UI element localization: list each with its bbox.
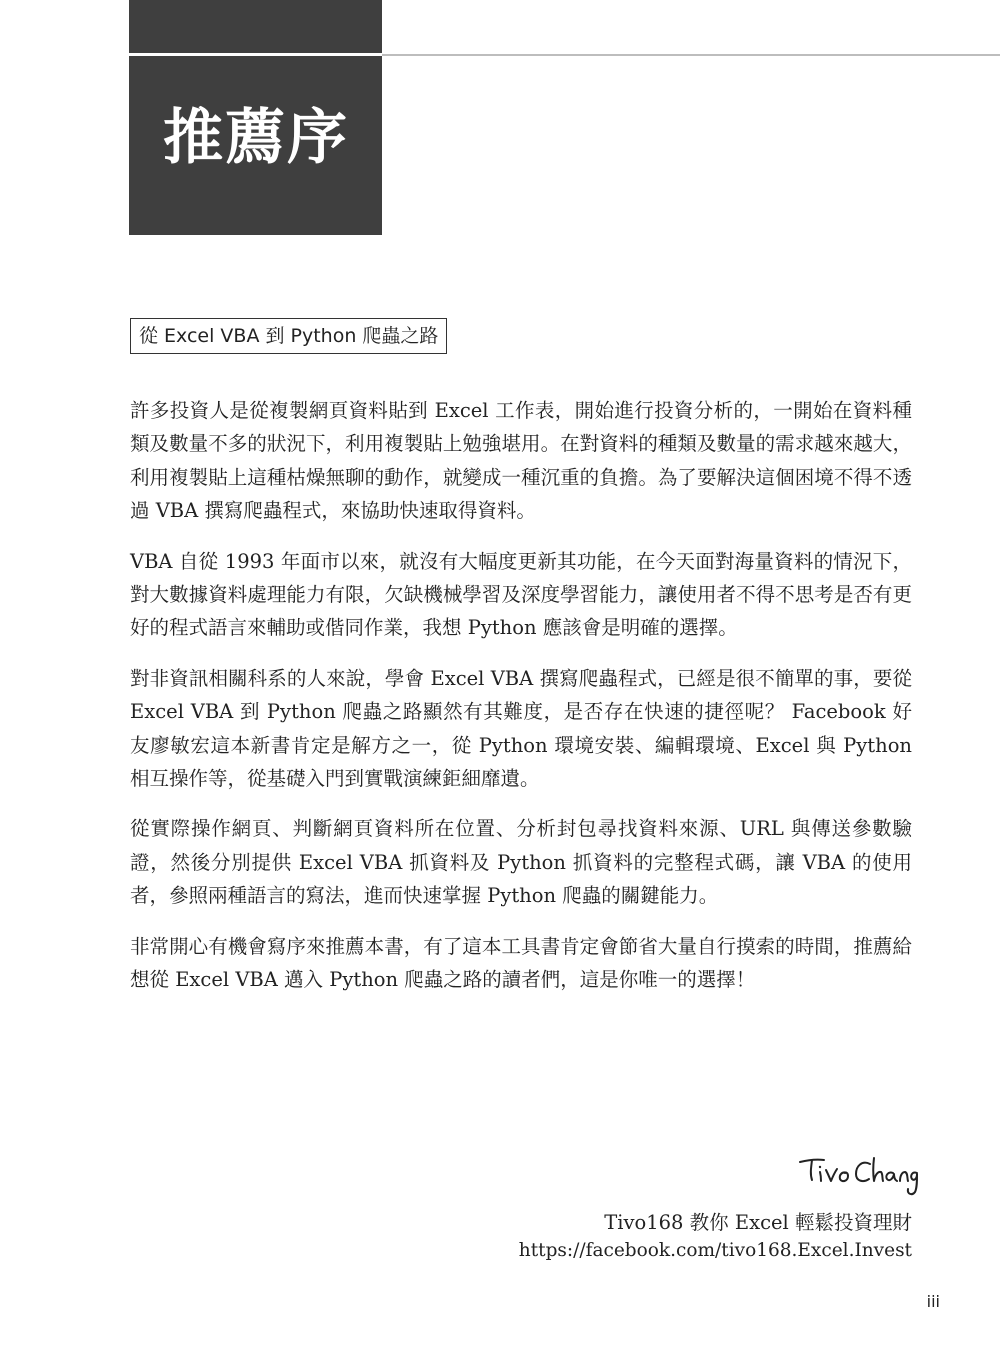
header-rule (382, 54, 1000, 56)
paragraph: 非常開心有機會寫序來推薦本書，有了這本工具書肯定會節省大量自行摸索的時間，推薦給想從 Excel VBA 邁入 Python 爬蟲之路的讀者們，這是你唯一的選擇！ (130, 934, 912, 992)
handwritten-signature (790, 1148, 920, 1198)
author-url: https://facebook.com/tivo168.Excel.Invest (518, 1240, 912, 1261)
chapter-title-block (129, 0, 382, 235)
paragraph: 對非資訊相關科系的人來說，學會 Excel VBA 撰寫爬蟲程式，已經是很不簡單的事，要從 Excel VBA 到 Python 爬蟲之路顯然有其難度，是否存在快速的捷徑呢？ Facebook 好友廖敏宏這本新書肯定是解方之一，從 Python 環境安裝、編輯環境、Excel 與 Python 相互操作等，從基礎入門到實戰演練鉅細靡遺。 (130, 666, 912, 791)
paragraph: 許多投資人是從複製網頁資料貼到 Excel 工作表，開始進行投資分析的，一開始在資料種類及數量不多的狀況下，利用複製貼上勉強堪用。在對資料的種類及數量的需求越來越大，利用複製貼上這種枯燥無聊的動作，就變成一種沉重的負擔。為了要解決這個困境不得不透過 VBA 撰寫爬蟲程式，來協助快速取得資料。 (130, 399, 912, 523)
author-credit: Tivo168 教你 Excel 輕鬆投資理財 (604, 1211, 912, 1234)
paragraph: VBA 自從 1993 年面市以來，就沒有大幅度更新其功能，在今天面對海量資料的情況下，對大數據資料處理能力有限，欠缺機械學習及深度學習能力，讓使用者不得不思考是否有更好的程式語言來輔助或偕同作業，我想 Python 應該會是明確的選擇。 (130, 549, 912, 640)
title-block-divider (129, 53, 382, 56)
body-text (130, 394, 912, 1014)
section-subtitle: 從 Excel VBA 到 Python 爬蟲之路 (130, 318, 447, 354)
paragraph: 從實際操作網頁、判斷網頁資料所在位置、分析封包尋找資料來源、URL 與傳送參數驗證，然後分別提供 Excel VBA 抓資料及 Python 抓資料的完整程式碼，讓 VBA 的使用者，參照兩種語言的寫法，進而快速掌握 Python 爬蟲的關鍵能力。 (130, 817, 912, 908)
chapter-title: 推薦序 (163, 103, 349, 173)
page-number: iii (926, 1292, 940, 1311)
